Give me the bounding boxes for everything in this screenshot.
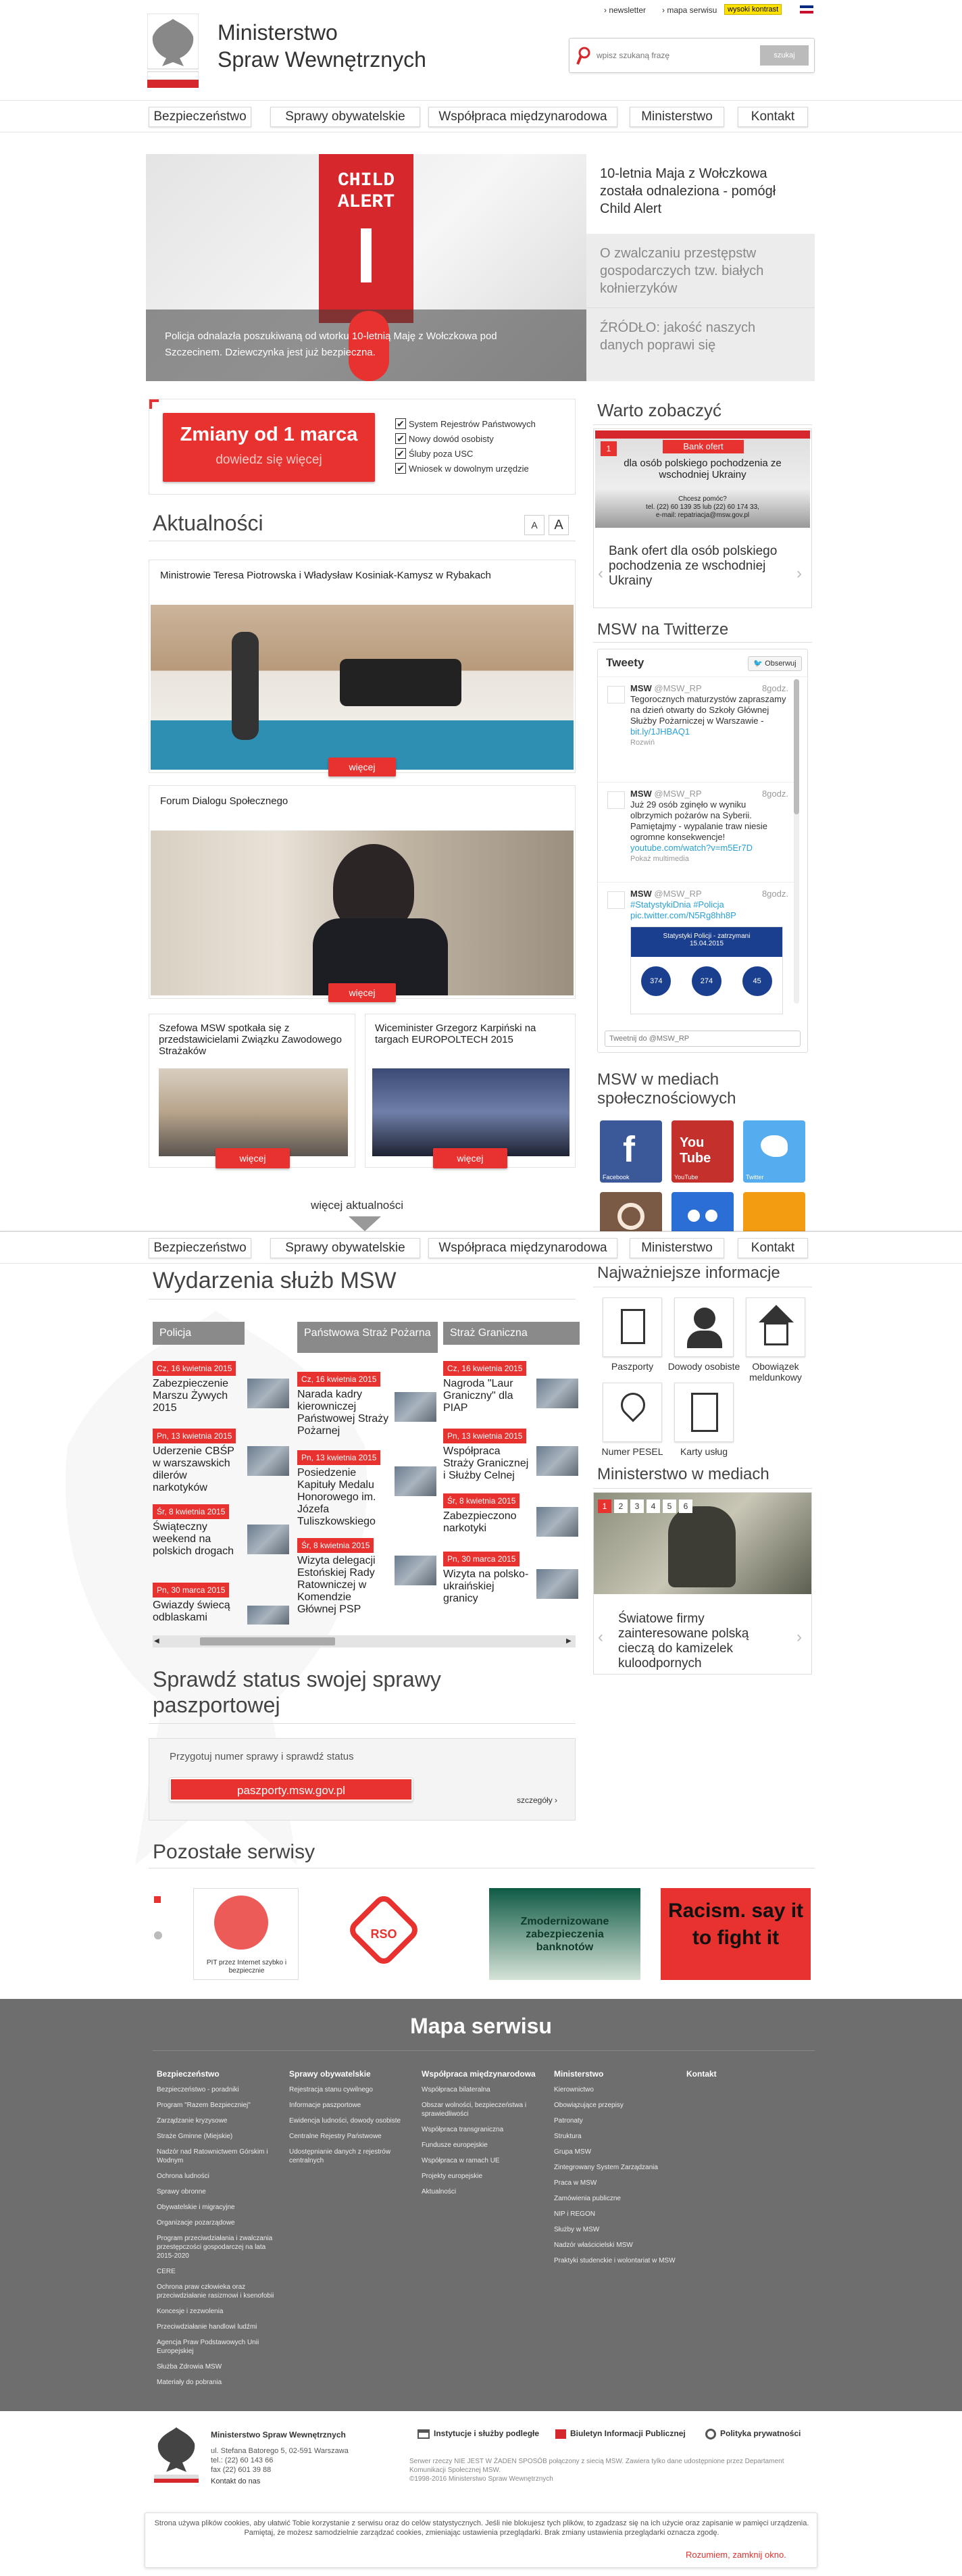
sitemap-col-title[interactable]: Sprawy obywatelskie [289, 2069, 371, 2079]
service-rso[interactable] [347, 1899, 420, 1972]
footer-link-bip[interactable]: Biuletyn Informacji Publicznej [555, 2429, 686, 2439]
event-police-1[interactable]: Cz, 16 kwietnia 2015 Zabezpieczenie Marszu Żywych 2015 [153, 1361, 240, 1414]
next-arrow-icon[interactable]: › [796, 1628, 802, 1646]
passport-box [149, 1738, 576, 1820]
sitemap-link[interactable]: Przeciwdziałanie handlowi ludźmi [157, 2323, 257, 2331]
nav-item-international[interactable]: Współpraca międzynarodowa [428, 107, 617, 127]
event-border-4[interactable]: Pn, 30 marca 2015 Wizyta na polsko-ukraińskiej granicy [443, 1552, 531, 1605]
sitemap-col-title[interactable]: Kontakt [686, 2069, 717, 2079]
location-pin-icon[interactable] [603, 1383, 662, 1442]
high-contrast-button[interactable]: wysoki kontrast [724, 4, 782, 15]
news-title-4[interactable]: Wiceminister Grzegorz Karpiński na targach EUROPOLTECH 2015 [375, 1022, 536, 1045]
sitemap-link[interactable]: Struktura [554, 2133, 582, 2140]
service-racism-label: Racism. say it to fight it [667, 1900, 804, 1949]
see-also-page[interactable]: 1 [601, 441, 617, 456]
footer-contact-link[interactable]: Kontakt do nas [211, 2477, 261, 2485]
sitemap-link[interactable]: Projekty europejskie [422, 2173, 483, 2180]
sitemap-link[interactable]: Koncesje i zezwolenia [157, 2308, 224, 2315]
event-police-3[interactable]: Śr, 8 kwietnia 2015 Świąteczny weekend na polskich drogach [153, 1504, 240, 1558]
important-heading: Najważniejsze informacje [597, 1264, 780, 1282]
sitemap-link[interactable]: Obowiązujące przepisy [554, 2102, 624, 2109]
hero-caption[interactable]: Policja odnalazła poszukiwaną od wtorku 10-letnią Maję z Wołczkowa pod Szczecinem. Dziewczynka jest już bezpieczna. [165, 330, 497, 358]
see-also-heading: Warto zobaczyć [597, 400, 722, 420]
event-border-1[interactable]: Cz, 16 kwietnia 2015 Nagroda "Laur Graniczny" dla PIAP [443, 1361, 531, 1414]
sitemap-link[interactable]: Zintegrowany System Zarządzania [554, 2164, 658, 2171]
twitter-heading: MSW na Twitterze [597, 620, 729, 639]
sitemap-heading: Mapa serwisu [410, 2014, 552, 2038]
card-icon[interactable] [674, 1383, 734, 1442]
event-thumb[interactable] [536, 1569, 578, 1599]
event-fire-1[interactable]: Cz, 16 kwietnia 2015 Narada kadry kierowniczej Państwowej Straży Pożarnej [297, 1372, 392, 1437]
twitter-follow-button[interactable]: 🐦 Obserwuj [748, 656, 802, 671]
check-icon: ✔ [395, 433, 406, 444]
sitemap-link[interactable]: Ochrona praw człowieka oraz przeciwdziałanie rasizmowi i ksenofobii [157, 2283, 274, 2300]
event-thumb[interactable] [395, 1466, 436, 1496]
event-police-2[interactable]: Pn, 13 kwietnia 2015 Uderzenie CBŚP w warszawskich dilerów narkotyków [153, 1429, 240, 1494]
cookie-text: Strona używa plików cookies, aby ułatwić Tobie korzystanie z serwisu oraz do celów statystycznych. Jeśli nie blokujesz tych plików, to zgadzasz się na ich użycie oraz zapisanie w pamięci urządzenia. Pamiętaj, że możesz samodzielnie zarządzać cookies, zmieniając ustawienia przeglądarki. Brak zmiany ustawienia przeglądarki oznacza zgodę. [154, 2519, 809, 2537]
important-label-pesel[interactable]: Numer PESEL [601, 1446, 663, 1457]
news-card-4[interactable] [365, 1014, 576, 1168]
footer-address: ul. Stefana Batorego 5, 02-591 Warszawa tel.: (22) 60 143 66 fax (22) 601 39 88 [211, 2447, 349, 2474]
news-card-3[interactable] [149, 1014, 355, 1168]
news-card-1[interactable] [149, 560, 576, 773]
sitemap-link[interactable]: Współpraca transgraniczna [422, 2126, 504, 2133]
msw-avatar-icon[interactable] [607, 791, 625, 809]
cookie-bar [145, 2512, 817, 2568]
sticky-nav [0, 1231, 962, 1264]
sitemap-link[interactable]: Sprawy obronne [157, 2188, 206, 2196]
changes-banner[interactable] [163, 413, 375, 482]
nav-item-contact[interactable]: Kontakt [738, 107, 808, 127]
event-police-4[interactable]: Pn, 30 marca 2015 Gwiazdy świecą odblaskami [153, 1583, 240, 1624]
event-thumb[interactable] [247, 1525, 289, 1554]
footer-link-institutions[interactable]: Instytucje i służby podległe [417, 2429, 539, 2439]
nav-item-civic[interactable]: Sprawy obywatelskie [270, 1238, 420, 1258]
check-item-3: ✔ Śluby poza USC [395, 447, 536, 462]
news-more-button-4[interactable]: więcej [433, 1148, 507, 1168]
event-fire-2[interactable]: Pn, 13 kwietnia 2015 Posiedzenie Kapituły Medalu Honorowego im. Józefa Tuliszkowskiego [297, 1450, 392, 1528]
nav-item-security[interactable]: Bezpieczeństwo [149, 107, 251, 127]
search-box [569, 38, 815, 73]
hero-side-list [586, 154, 815, 381]
changes-subtitle: dowiedz się więcej [216, 453, 322, 467]
nav-item-civic[interactable]: Sprawy obywatelskie [270, 107, 420, 127]
sitemap-link[interactable]: Agencja Praw Podstawowych Unii Europejskiej [157, 2339, 259, 2355]
nav-item-ministry[interactable]: Ministerstwo [630, 107, 724, 127]
sitemap-link[interactable]: Materiały do pobrania [157, 2379, 222, 2386]
nav-item-contact[interactable]: Kontakt [738, 1238, 808, 1258]
sitemap-link[interactable]: Obszar wolności, bezpieczeństwa i sprawiedliwości [422, 2102, 527, 2118]
tweet-link-2[interactable]: youtube.com/watch?v=m5Er7D [630, 843, 753, 853]
bank-ofert-title: Bank ofert [663, 440, 744, 453]
news-title-2[interactable]: Forum Dialogu Społecznego [160, 795, 288, 807]
check-item-4: ✔ Wniosek w dowolnym urzędzie [395, 462, 536, 476]
sitemap-link[interactable]: Grupa MSW [554, 2148, 592, 2156]
services-heading: Pozostałe serwisy [153, 1841, 315, 1863]
passport-hint: Przygotuj numer sprawy i sprawdź status [170, 1751, 354, 1762]
sitemap-col-title[interactable]: Bezpieczeństwo [157, 2069, 220, 2079]
tweet-stat-image[interactable]: Statystyki Policji - zatrzymani 15.04.2015 374 274 45 [630, 926, 783, 1014]
child-alert-badge [319, 154, 413, 323]
sitemap-link[interactable]: › mapa serwisu [662, 5, 717, 15]
id-card-icon[interactable] [674, 1297, 734, 1357]
social-heading: MSW w mediach społecznościowych [597, 1070, 736, 1108]
sitemap-link[interactable]: Służba Zdrowia MSW [157, 2363, 222, 2371]
sitemap-link[interactable]: Praca w MSW [554, 2179, 597, 2187]
passport-heading: Sprawdź status swojej sprawy paszportowej [153, 1667, 441, 1717]
sitemap-col-civic [289, 2069, 411, 2172]
sitemap-col-title[interactable]: Współpraca międzynarodowa [422, 2069, 536, 2079]
event-fire-3[interactable]: Śr, 8 kwietnia 2015 Wizyta delegacji Estońskiej Rady Ratowniczej w Komendzie Głównej PSP [297, 1538, 392, 1616]
check-icon: ✔ [395, 463, 406, 474]
events-heading: Wydarzenia służb MSW [153, 1268, 397, 1293]
media-slider[interactable] [593, 1492, 812, 1675]
twitter-widget [597, 649, 808, 1053]
font-large-button[interactable]: A [549, 515, 569, 535]
search-input[interactable] [597, 47, 759, 64]
event-thumb[interactable] [395, 1556, 436, 1585]
prev-arrow-icon[interactable]: ‹ [598, 564, 603, 583]
site-title[interactable] [218, 19, 426, 73]
passport-icon[interactable] [603, 1297, 662, 1357]
main-nav [0, 100, 962, 132]
news-heading: Aktualności [153, 511, 263, 535]
tweets-scrollbar[interactable] [794, 679, 799, 1004]
facebook-icon[interactable]: f Facebook [600, 1120, 662, 1183]
search-button[interactable]: szukaj [760, 45, 809, 66]
nav-item-international[interactable]: Współpraca międzynarodowa [428, 1238, 617, 1258]
sitemap-link[interactable]: Współpraca w ramach UE [422, 2157, 500, 2164]
footer-link-privacy[interactable]: Polityka prywatności [705, 2429, 801, 2439]
hero-side-item-3[interactable]: ŹRÓDŁO: jakość naszych danych poprawi się [600, 320, 756, 353]
nav-item-ministry[interactable]: Ministerstwo [630, 1238, 724, 1258]
media-page-6[interactable]: 6 [679, 1500, 692, 1513]
event-thumb[interactable] [247, 1446, 289, 1476]
media-page-2[interactable]: 2 [614, 1500, 628, 1513]
sitemap-link[interactable]: Organizacje pozarządowe [157, 2219, 235, 2227]
service-rso-label: RSO [370, 1927, 397, 1941]
passport-status-button[interactable]: paszporty.msw.gov.pl [170, 1778, 413, 1801]
sitemap-link[interactable]: Ochrona ludności [157, 2173, 209, 2180]
media-page-1[interactable]: 1 [598, 1500, 611, 1513]
tweet-3[interactable]: MSW @MSW_RP 8godz. #StatystykiDnia #Policja pic.twitter.com/N5Rg8hh8P [630, 889, 788, 920]
twitter-widget-title: Tweety [606, 656, 644, 669]
passport-details-link[interactable]: szczegóły › [517, 1795, 558, 1805]
msw-avatar-icon[interactable] [607, 891, 625, 909]
services-dot-active[interactable] [154, 1896, 161, 1903]
news-image-1[interactable] [151, 605, 574, 770]
child-alert-text: CHILD ALERT [337, 170, 395, 213]
site-title-line1: Ministerstwo [218, 20, 338, 45]
service-racism[interactable] [661, 1888, 811, 1980]
check-item-1: ✔ System Rejestrów Państwowych [395, 417, 536, 432]
sitemap-link[interactable]: Zamówienia publiczne [554, 2195, 621, 2202]
media-page-5[interactable]: 5 [663, 1500, 676, 1513]
news-title-3[interactable]: Szefowa MSW spotkała się z przedstawicielami Związku Zawodowego Strażaków [159, 1022, 342, 1057]
sitemap-link[interactable]: Rejestracja stanu cywilnego [289, 2086, 373, 2094]
event-thumb[interactable] [247, 1379, 289, 1408]
footer-org: Ministerstwo Spraw Wewnętrznych [211, 2430, 346, 2439]
changes-title: Zmiany od 1 marca [180, 424, 358, 445]
sitemap-col-international [422, 2069, 543, 2203]
changes-checklist [395, 417, 536, 476]
events-scrollbar[interactable]: ◀ ▶ [153, 1635, 576, 1648]
services-dot[interactable] [154, 1931, 162, 1939]
sitemap-link[interactable]: Udostępnianie danych z rejestrów centralnych [289, 2148, 391, 2164]
check-item-2: ✔ Nowy dowód osobisty [395, 432, 536, 447]
sitemap-col-contact [686, 2069, 808, 2085]
media-page-4[interactable]: 4 [647, 1500, 660, 1513]
font-small-button[interactable]: A [524, 515, 545, 535]
important-label-registration[interactable]: Obowiązek meldunkowy [749, 1361, 802, 1383]
sitemap-link[interactable]: Ewidencja ludności, dowody osobiste [289, 2117, 401, 2125]
site-title-line2: Spraw Wewnętrznych [218, 47, 426, 72]
sitemap-link[interactable]: Obywatelskie i migracyjne [157, 2204, 235, 2211]
next-arrow-icon[interactable]: › [796, 564, 802, 583]
more-news-link[interactable]: więcej aktualności [311, 1199, 404, 1212]
sitemap-link[interactable]: Zarządzanie kryzysowe [157, 2117, 228, 2125]
important-label-id[interactable]: Dowody osobiste [667, 1361, 740, 1372]
sitemap-col-title[interactable]: Ministerstwo [554, 2069, 604, 2079]
sitemap-link[interactable]: Centralne Rejestry Państwowe [289, 2133, 382, 2140]
see-also-slider[interactable] [593, 428, 812, 608]
hero-slider[interactable] [146, 154, 586, 381]
newsletter-link[interactable]: › newsletter [604, 5, 647, 15]
bank-ofert-banner[interactable] [595, 430, 810, 528]
sitemap-col-security [157, 2069, 278, 2394]
news-title-1[interactable]: Ministrowie Teresa Piotrowska i Władysław Kosiniak-Kamysz w Rybakach [160, 570, 491, 581]
search-icon[interactable] [576, 47, 591, 66]
media-caption[interactable]: Światowe firmy zainteresowane polską cieczą do kamizelek kuloodpornych [618, 1612, 749, 1670]
hero-side-item-1[interactable]: 10-letnia Maja z Wołczkowa została odnaleziona - pomógł Child Alert [586, 154, 815, 234]
hero-side-item-2[interactable]: O zwalczaniu przestępstw gospodarczych tzw. białych kołnierzyków [586, 234, 815, 308]
english-flag-icon[interactable] [800, 5, 813, 14]
news-more-button-1[interactable]: więcej [328, 758, 396, 776]
events-col-police-header[interactable]: Policja [153, 1322, 245, 1345]
footer-disclaimer: Serwer rzeczy NIE JEST W ŻADEN SPOSÓB połączony z siecią MSW. Zawiera tylko dane udostępnione przez Departament Komunikacji Społecznej MSW. ©1998-2016 Ministerstwo Spraw Wewnętrznych [409, 2458, 784, 2483]
service-pit-label: PIT przez Internet szybko i bezpiecznie [206, 1959, 287, 1975]
sitemap-link[interactable]: NIP i REGON [554, 2210, 595, 2218]
sitemap-col-ministry [554, 2069, 676, 2272]
sitemap-link[interactable]: Współpraca bilateralna [422, 2086, 490, 2094]
media-heading: Ministerstwo w mediach [597, 1465, 769, 1483]
youtube-icon[interactable]: You Tube YouTube [672, 1120, 734, 1183]
event-thumb[interactable] [536, 1446, 578, 1476]
bank-ofert-contact: Chcesz pomóc? tel. (22) 60 139 35 lub (22) 60 174 33, e-mail: repatriacja@msw.gov.pl [646, 495, 759, 519]
sitemap-link[interactable]: Praktyki studenckie i wolontariat w MSW [554, 2257, 676, 2264]
bank-ofert-text: dla osób polskiego pochodzenia ze wschodniej Ukrainy [624, 457, 782, 480]
tweet-compose-input[interactable] [605, 1031, 801, 1047]
event-border-3[interactable]: Śr, 8 kwietnia 2015 Zabezpieczono narkotyki [443, 1493, 531, 1535]
sitemap [0, 1999, 962, 2411]
twitter-icon[interactable]: Twitter [743, 1120, 805, 1183]
sitemap-link[interactable]: Fundusze europejskie [422, 2141, 488, 2149]
see-also-caption[interactable]: Bank ofert dla osób polskiego pochodzenia ze wschodniej Ukrainy [609, 544, 778, 588]
nav-item-security[interactable]: Bezpieczeństwo [149, 1238, 251, 1258]
media-pager [598, 1500, 692, 1513]
event-thumb[interactable] [536, 1507, 578, 1537]
privacy-icon [705, 2429, 716, 2439]
sitemap-link[interactable]: Program "Razem Bezpieczniej" [157, 2102, 251, 2109]
bird-icon: 🐦 [753, 660, 763, 668]
sitemap-link[interactable]: Nadzór nad Ratownictwem Górskim i Wodnym [157, 2148, 268, 2164]
sitemap-link[interactable]: Straże Gminne (Miejskie) [157, 2133, 233, 2140]
important-label-cards[interactable]: Karty usług [680, 1446, 728, 1457]
check-icon: ✔ [395, 448, 406, 459]
more-news-arrow-icon[interactable] [349, 1216, 381, 1231]
events-col-border-header[interactable]: Straż Graniczna [443, 1322, 580, 1345]
media-page-3[interactable]: 3 [630, 1500, 644, 1513]
service-banknotes[interactable] [489, 1888, 640, 1980]
changes-box [149, 399, 576, 495]
tweet-2[interactable]: MSW @MSW_RP 8godz. Już 29 osób zginęło w wyniku olbrzymich pożarów na Syberii. Pamiętajmy - wypalanie traw niesie ogromne konsekwencje! youtube.com/watch?v=m5Er7D Pokaż multimedia [630, 789, 788, 863]
news-image-3[interactable] [159, 1068, 348, 1156]
institutions-icon [417, 2429, 430, 2439]
sitemap-link[interactable]: Bezpieczeństwo - poradniki [157, 2086, 239, 2094]
msw-avatar-icon[interactable] [607, 686, 625, 703]
tweet-link-3[interactable]: #StatystykiDnia #Policja pic.twitter.com/N5Rg8hh8P [630, 899, 736, 920]
sitemap-link[interactable]: Służby w MSW [554, 2226, 600, 2233]
bip-icon [555, 2429, 566, 2439]
event-thumb[interactable] [395, 1392, 436, 1422]
cookie-close-link[interactable]: Rozumiem, zamknij okno. [686, 2550, 786, 2560]
sitemap-link[interactable]: Informacje paszportowe [289, 2102, 361, 2109]
tweet-link-1[interactable]: bit.ly/1JHBAQ1 [630, 726, 690, 737]
house-icon[interactable] [746, 1297, 805, 1357]
event-thumb[interactable] [247, 1606, 289, 1625]
sitemap-link[interactable]: Aktualności [422, 2188, 457, 2196]
service-banknotes-label: Zmodernizowane zabezpieczenia banknotów [520, 1916, 609, 1953]
sitemap-link[interactable]: Kierownictwo [554, 2086, 594, 2094]
sitemap-link[interactable]: Program przeciwdziałania i zwalczania przestępczości gospodarczej na lata 2015-2020 [157, 2235, 273, 2260]
events-col-fire-header[interactable]: Państwowa Straż Pożarna [297, 1322, 438, 1353]
tweet-1[interactable]: MSW @MSW_RP 8godz. Tegorocznych maturzystów zapraszamy na dzień otwarty do Szkoły Głównej Służby Pożarniczej w Warszawie - bit.ly/1JHBAQ1 Rozwiń [630, 683, 788, 747]
event-border-2[interactable]: Pn, 13 kwietnia 2015 Współpraca Straży Granicznej i Służby Celnej [443, 1429, 531, 1482]
news-more-button-2[interactable]: więcej [328, 983, 396, 1002]
news-more-button-3[interactable]: więcej [216, 1148, 290, 1168]
event-thumb[interactable] [536, 1379, 578, 1408]
important-label-passports[interactable]: Paszporty [611, 1361, 654, 1372]
news-image-2[interactable] [151, 831, 574, 995]
sitemap-link[interactable]: Nadzór właścicielski MSW [554, 2241, 633, 2249]
eagle-footer-logo-icon[interactable] [154, 2423, 199, 2483]
eagle-logo-icon[interactable] [147, 14, 199, 88]
prev-arrow-icon[interactable]: ‹ [598, 1628, 603, 1646]
service-pit[interactable] [193, 1888, 299, 1980]
check-icon: ✔ [395, 418, 406, 429]
sitemap-link[interactable]: CERE [157, 2268, 176, 2275]
sitemap-link[interactable]: Patronaty [554, 2117, 583, 2125]
news-image-4[interactable] [372, 1068, 569, 1156]
news-card-2[interactable] [149, 785, 576, 999]
